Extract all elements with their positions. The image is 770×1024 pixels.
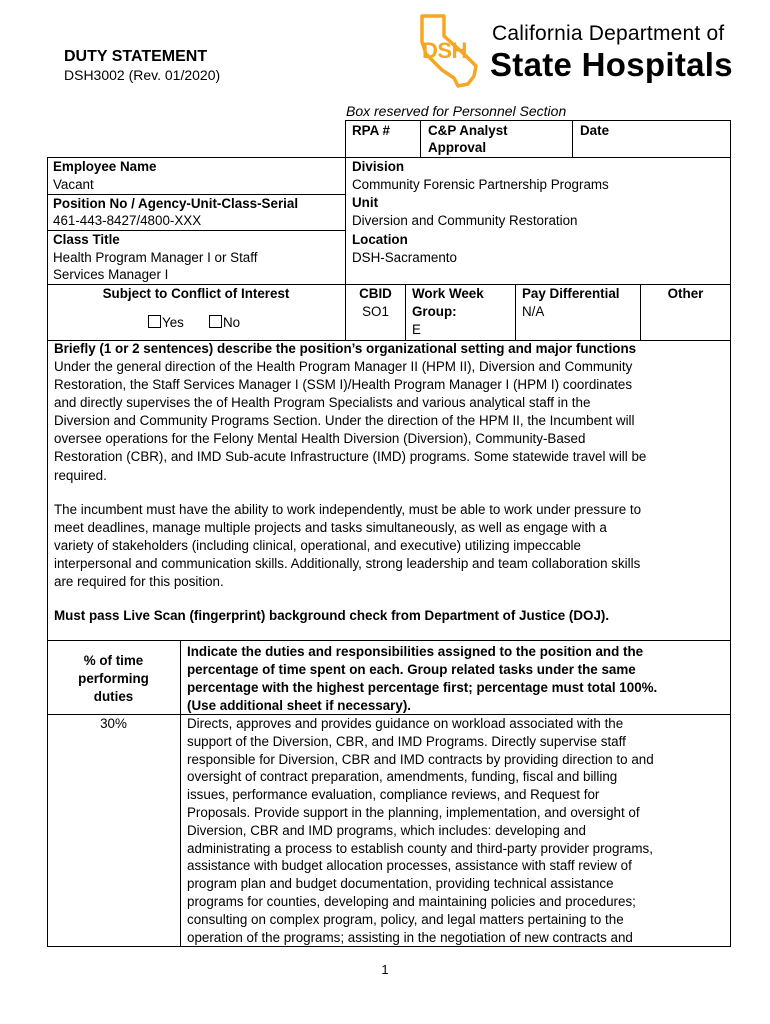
summary-heading: Briefly (1 or 2 sentences) describe the position’s organizational setting and major functions: [54, 341, 637, 356]
pay-differential-value: N/A: [522, 304, 545, 319]
summary-paragraph-1: [54, 358, 726, 485]
rule: [345, 120, 731, 121]
conflict-no-option[interactable]: [209, 314, 240, 332]
header-line: % of time: [83, 653, 144, 668]
cbid-label: CBID: [359, 286, 392, 301]
rule: [572, 120, 573, 157]
duty-percent: 30%: [100, 716, 127, 731]
rule: [405, 284, 406, 340]
duty-line: Directs, approves and provides guidance on workload associated with the: [187, 716, 624, 731]
paragraph-line: variety of stakeholders (including clinical, operational, and executive) utilizing impeccable: [54, 538, 581, 554]
checkbox-icon[interactable]: [148, 315, 161, 328]
paragraph-line: Restoration (CBR), and IMD Sub-acute Infrastructure (IMD) programs. Some statewide travel will be: [54, 449, 647, 465]
logo-state-hospitals: State Hospitals: [490, 46, 733, 83]
workweek-label: Work Week: [412, 286, 484, 301]
paragraph-line: The incumbent must have the ability to work independently, must be able to work under pressure to: [54, 502, 642, 517]
page-title: DUTY STATEMENT: [64, 48, 208, 65]
checkbox-icon[interactable]: [209, 315, 222, 328]
location-label: Location: [352, 232, 408, 247]
rule: [730, 120, 731, 157]
class-title-value-line2: Services Manager I: [53, 267, 169, 282]
date-label: Date: [580, 123, 610, 138]
paragraph-line: and directly supervises the of Health Program Specialists and various analytical staff in the: [54, 395, 591, 411]
duty-line: Diversion, CBR and IMD programs, which includes: developing and: [187, 822, 586, 838]
duty-line: Proposals. Provide support in the planning, implementation, and oversight of: [187, 804, 640, 820]
logo-mark: DSH: [422, 38, 467, 63]
summary-paragraph-2: [54, 501, 726, 591]
conflict-yes-option[interactable]: [148, 314, 184, 332]
duty-description: [187, 715, 654, 946]
duty-line: programs for counties, developing and maintaining policies and procedures;: [187, 893, 636, 909]
cbid-value: SO1: [362, 304, 389, 319]
paragraph-line: Under the general direction of the Health Program Manager II (HPM II), Diversion and Community: [54, 359, 633, 374]
unit-label: Unit: [352, 195, 379, 210]
employee-name-value: Vacant: [53, 177, 94, 192]
duty-line: assistance with budget allocation processes, assistance with staff review of: [187, 858, 632, 874]
conflict-label: Subject to Conflict of Interest: [102, 286, 290, 301]
duty-line: program plan and budget documentation, providing technical assistance: [187, 876, 614, 892]
rule: [47, 157, 48, 947]
logo-department: California Department of: [492, 22, 725, 45]
duty-line: oversight of contract preparation, amendments, funding, fiscal and billing: [187, 769, 618, 785]
rule: [47, 640, 731, 641]
header-line: (Use additional sheet if necessary).: [187, 698, 411, 713]
paragraph-line: Restoration, the Staff Services Manager I (SSM I)/Health Program Manager I (HPM I) coordinates: [54, 377, 633, 393]
yes-label: Yes: [162, 315, 184, 330]
no-label: No: [223, 315, 241, 330]
rule: [730, 157, 731, 947]
reserved-caption: Box reserved for Personnel Section: [346, 103, 567, 119]
duty-line: operation of the programs; assisting in the negotiation of new contracts and: [187, 929, 633, 945]
cp-approval-label: Approval: [428, 140, 487, 155]
header-line: duties: [93, 689, 134, 704]
cp-analyst-label: C&P Analyst: [428, 123, 508, 138]
other-label: Other: [667, 286, 704, 301]
duty-line: support of the Diversion, CBR, and IMD Programs. Directly supervise staff: [187, 733, 626, 749]
paragraph-line: oversee operations for the Felony Mental Health Diversion (Diversion), Community-Based: [54, 431, 586, 447]
header-line: percentage with the highest percentage first; percentage must total 100%.: [187, 680, 658, 695]
form-revision: DSH3002 (Rev. 01/2020): [64, 67, 221, 83]
paragraph-line: required.: [54, 467, 107, 483]
livescan-requirement: Must pass Live Scan (fingerprint) background check from Department of Justice (DOJ).: [54, 608, 610, 623]
unit-value: Diversion and Community Restoration: [352, 213, 578, 228]
class-title-label: Class Title: [53, 232, 120, 247]
rule: [420, 120, 421, 157]
paragraph-line: meet deadlines, manage multiple projects and tasks simultaneously, as well as engage with a: [54, 520, 607, 536]
paragraph-line: Diversion and Community Programs Section. Under the direction of the HPM II, the Incumbent will: [54, 413, 635, 429]
workweek-value: E: [412, 322, 421, 337]
duty-line: administrating a process to establish county and third-party provider programs,: [187, 840, 653, 856]
paragraph-line: interpersonal and communication skills. Additionally, strong leadership and team collaboration skills: [54, 556, 641, 572]
division-value: Community Forensic Partnership Programs: [352, 177, 609, 192]
header-line: Indicate the duties and responsibilities assigned to the position and the: [187, 644, 644, 659]
paragraph-line: are required for this position.: [54, 574, 224, 590]
rpa-label: RPA #: [352, 123, 390, 138]
page-number: 1: [381, 962, 389, 977]
duty-line: responsible for Diversion, CBR and IMD contracts by providing direction to and: [187, 751, 654, 767]
pay-differential-label: Pay Differential: [522, 286, 620, 301]
header-line: performing: [78, 671, 149, 686]
duty-line: consulting on complex program, policy, and legal matters pertaining to the: [187, 911, 624, 927]
header-line: percentage of time spent on each. Group related tasks under the same: [187, 662, 636, 677]
workweek-group-label: Group:: [412, 304, 457, 319]
position-label: Position No / Agency-Unit-Class-Serial: [53, 196, 299, 211]
class-title-value-line1: Health Program Manager I or Staff: [53, 250, 258, 265]
rule: [515, 284, 516, 340]
duty-line: issues, performance evaluation, compliance reviews, and Request for: [187, 787, 600, 803]
duties-description-header: [187, 643, 657, 715]
employee-name-label: Employee Name: [53, 159, 157, 174]
location-value: DSH-Sacramento: [352, 250, 457, 265]
rule: [345, 120, 346, 157]
position-value: 461-443-8427/4800-XXX: [53, 213, 202, 228]
percent-time-header: [47, 652, 180, 706]
rule: [180, 640, 181, 947]
division-label: Division: [352, 159, 405, 174]
